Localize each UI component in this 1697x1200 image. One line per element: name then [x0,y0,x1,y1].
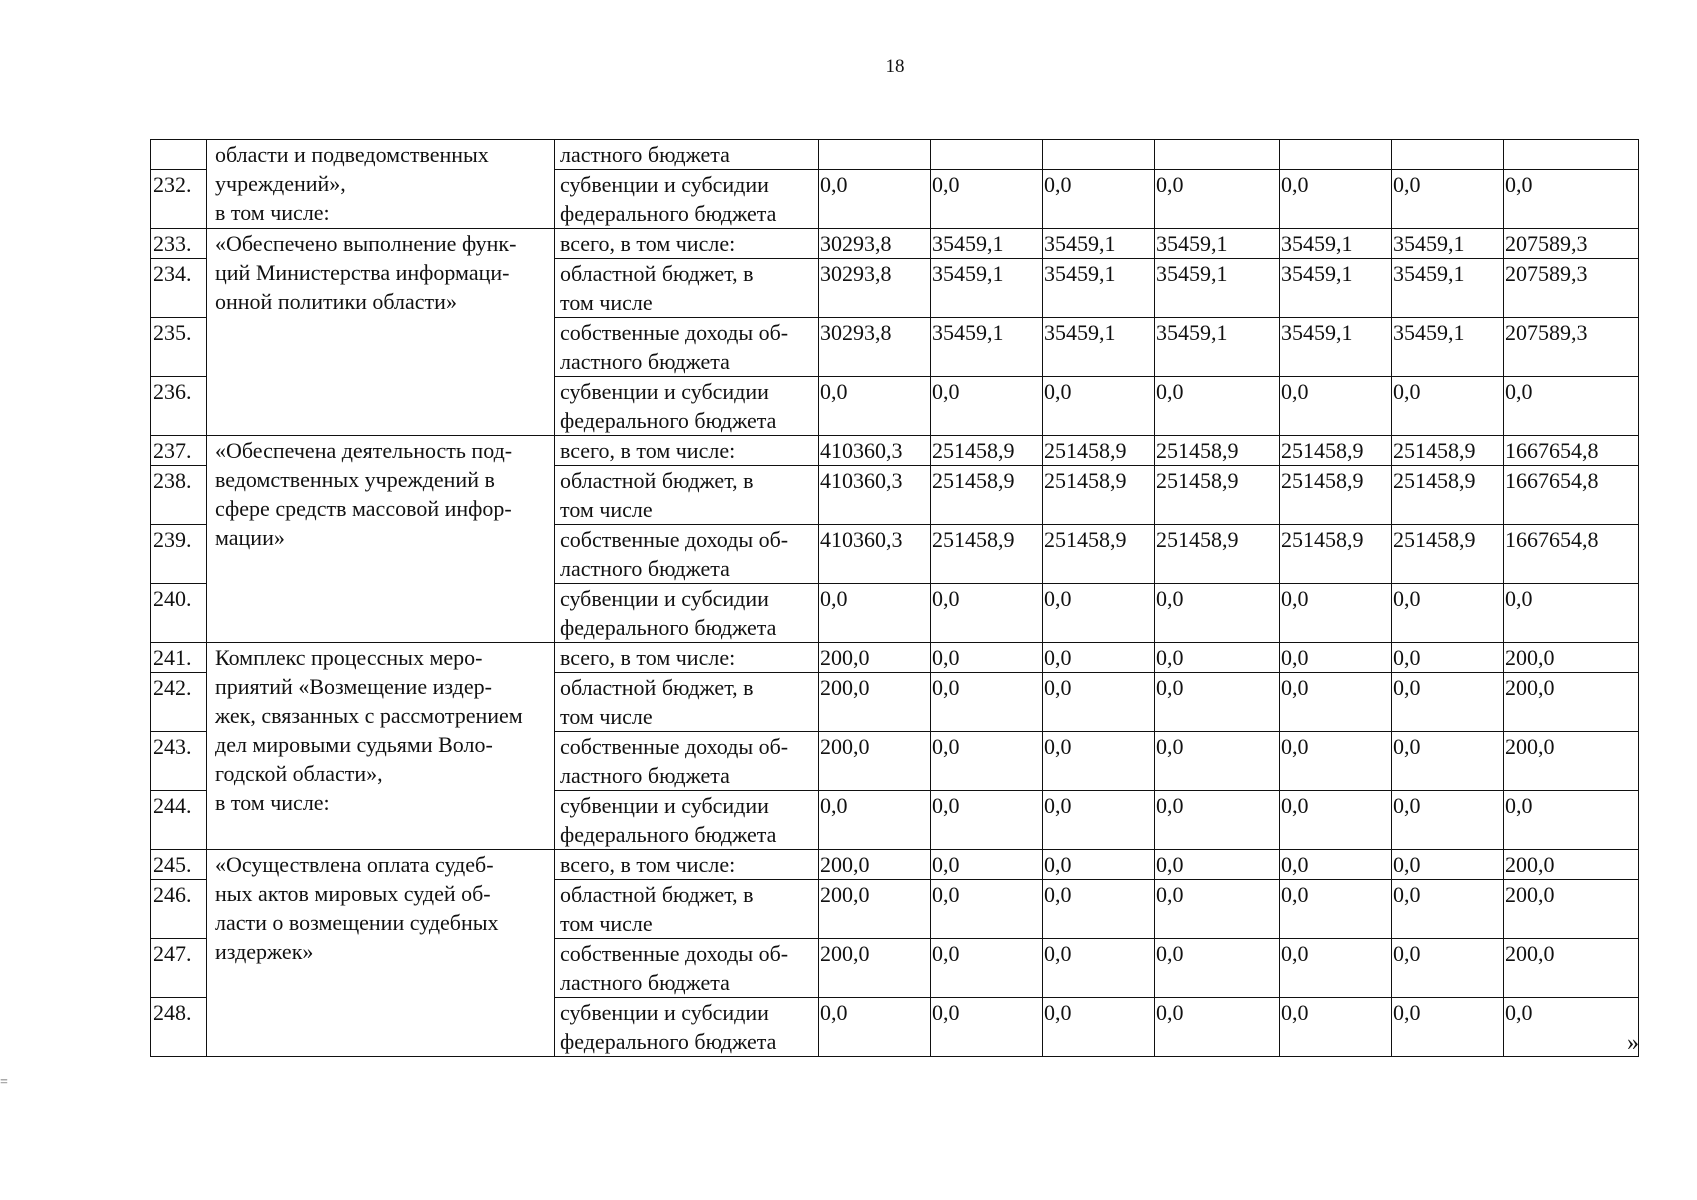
amount-cell: 0,0 [1504,998,1639,1057]
funding-source [555,436,819,466]
amount-cell [1155,140,1280,170]
margin-scan-mark: = [0,1075,8,1090]
amount-cell: 0,0 [819,998,931,1057]
funding-source-line: собственные доходы об- [560,527,789,552]
budget-table [150,139,1639,1057]
row-number: 237. [151,436,207,466]
amount-cell: 0,0 [819,584,931,643]
amount-cell: 0,0 [1504,377,1639,436]
amount-cell: 251458,9 [1392,525,1504,584]
amount-cell: 0,0 [1043,791,1155,850]
row-number: 233. [151,229,207,259]
amount-cell: 35459,1 [1392,259,1504,318]
amount-cell: 200,0 [819,673,931,732]
funding-source-line: федерального бюджета [560,1029,777,1054]
description-line: Комплекс процессных меро- [215,645,483,670]
amount-cell [931,140,1043,170]
amount-cell: 0,0 [1392,791,1504,850]
funding-source [555,525,819,584]
activity-description [207,229,555,436]
amount-cell: 0,0 [1155,643,1280,673]
amount-cell: 251458,9 [1280,466,1392,525]
amount-cell: 35459,1 [1280,259,1392,318]
amount-cell: 251458,9 [931,436,1043,466]
amount-cell: 0,0 [1392,673,1504,732]
page-number: 18 [885,56,905,77]
activity-description [207,850,555,1057]
amount-cell: 0,0 [1155,584,1280,643]
description-line: сфере средств массовой инфор- [215,496,512,521]
amount-cell: 1667654,8 [1504,436,1639,466]
amount-cell: 200,0 [819,880,931,939]
description-line: учреждений», [215,171,346,196]
description-line: «Обеспечена деятельность под- [215,438,513,463]
amount-cell: 410360,3 [819,436,931,466]
amount-cell: 410360,3 [819,466,931,525]
funding-source-line: областной бюджет, в [560,468,754,493]
table-row [151,140,1639,170]
amount-cell: 0,0 [1280,880,1392,939]
description-line: области и подведомственных [215,142,489,167]
amount-cell: 0,0 [1392,998,1504,1057]
description-line: приятий «Возмещение издер- [215,674,492,699]
amount-cell: 0,0 [931,850,1043,880]
funding-source-line: всего, в том числе: [560,852,736,877]
amount-cell: 0,0 [1155,998,1280,1057]
funding-source [555,466,819,525]
row-number: 247. [151,939,207,998]
amount-cell: 251458,9 [1280,436,1392,466]
funding-source-line: федерального бюджета [560,201,777,226]
funding-source [555,880,819,939]
funding-source-line: том числе [560,704,653,729]
amount-cell [819,140,931,170]
row-number: 240. [151,584,207,643]
amount-cell: 0,0 [1043,377,1155,436]
amount-cell: 35459,1 [1043,229,1155,259]
amount-cell: 0,0 [1155,880,1280,939]
table-row [151,229,1639,259]
description-line: дел мировыми судьями Воло- [215,732,493,757]
funding-source [555,850,819,880]
funding-source-line: областной бюджет, в [560,261,754,286]
amount-cell: 35459,1 [1392,229,1504,259]
amount-cell: 200,0 [819,850,931,880]
activity-description [207,140,555,229]
amount-cell: 0,0 [1392,939,1504,998]
amount-cell: 0,0 [931,939,1043,998]
amount-cell [1043,140,1155,170]
funding-source-line: ластного бюджета [560,142,730,167]
amount-cell: 251458,9 [931,466,1043,525]
amount-cell: 207589,3 [1504,229,1639,259]
amount-cell: 0,0 [1155,939,1280,998]
row-number: 234. [151,259,207,318]
funding-source [555,998,819,1057]
row-number: 241. [151,643,207,673]
amount-cell: 0,0 [1043,732,1155,791]
amount-cell [1504,140,1639,170]
amount-cell: 0,0 [1043,850,1155,880]
description-line: ведомственных учреждений в [215,467,495,492]
row-number: 248. [151,998,207,1057]
funding-source-line: субвенции и субсидии [560,586,769,611]
funding-source-line: собственные доходы об- [560,941,789,966]
row-number: 245. [151,850,207,880]
amount-cell: 251458,9 [1155,466,1280,525]
amount-cell: 251458,9 [1392,466,1504,525]
description-line: в том числе: [215,200,330,225]
amount-cell: 0,0 [1504,170,1639,229]
amount-cell: 0,0 [1280,643,1392,673]
funding-source-line: субвенции и субсидии [560,172,769,197]
amount-cell: 0,0 [1280,939,1392,998]
amount-cell: 35459,1 [931,229,1043,259]
activity-description [207,643,555,850]
amount-cell: 200,0 [819,643,931,673]
amount-cell: 0,0 [1392,170,1504,229]
amount-cell: 0,0 [819,791,931,850]
description-line: «Осуществлена оплата судеб- [215,852,494,877]
funding-source-line: ластного бюджета [560,763,730,788]
amount-cell: 0,0 [1392,377,1504,436]
amount-cell: 200,0 [819,732,931,791]
amount-cell: 1667654,8 [1504,525,1639,584]
description-line: мации» [215,525,285,550]
row-number [151,140,207,170]
amount-cell: 35459,1 [1043,318,1155,377]
row-number: 243. [151,732,207,791]
amount-cell: 200,0 [1504,939,1639,998]
amount-cell: 0,0 [931,377,1043,436]
amount-cell: 0,0 [931,170,1043,229]
amount-cell: 0,0 [1280,584,1392,643]
description-line: издержек» [215,939,314,964]
amount-cell: 0,0 [1043,998,1155,1057]
description-line: жек, связанных с рассмотрением [215,703,523,728]
amount-cell: 35459,1 [931,259,1043,318]
funding-source [555,377,819,436]
amount-cell: 35459,1 [1155,318,1280,377]
funding-source-line: областной бюджет, в [560,882,754,907]
amount-cell: 0,0 [1280,673,1392,732]
description-line: годской области», [215,761,383,786]
amount-cell: 0,0 [1392,732,1504,791]
row-number: 232. [151,170,207,229]
amount-cell: 0,0 [1043,643,1155,673]
funding-source-line: собственные доходы об- [560,320,789,345]
funding-source [555,229,819,259]
description-line: ласти о возмещении судебных [215,910,499,935]
amount-cell: 0,0 [1155,791,1280,850]
amount-cell: 0,0 [1504,584,1639,643]
amount-cell: 200,0 [1504,643,1639,673]
amount-cell: 207589,3 [1504,318,1639,377]
amount-cell: 251458,9 [1155,525,1280,584]
amount-cell: 30293,8 [819,318,931,377]
funding-source [555,732,819,791]
funding-source [555,584,819,643]
amount-cell: 0,0 [1043,673,1155,732]
description-line: «Обеспечено выполнение функ- [215,231,517,256]
funding-source [555,140,819,170]
funding-source [555,673,819,732]
amount-cell: 0,0 [1155,170,1280,229]
funding-source [555,318,819,377]
amount-cell: 0,0 [1155,377,1280,436]
funding-source-line: том числе [560,290,653,315]
funding-source-line: ластного бюджета [560,970,730,995]
amount-cell: 0,0 [1155,850,1280,880]
amount-cell: 35459,1 [1280,318,1392,377]
amount-cell: 251458,9 [1043,436,1155,466]
funding-source-line: всего, в том числе: [560,645,736,670]
row-number: 236. [151,377,207,436]
amount-cell: 0,0 [1280,732,1392,791]
amount-cell: 0,0 [1043,939,1155,998]
amount-cell: 251458,9 [1392,436,1504,466]
row-number: 239. [151,525,207,584]
funding-source-line: федерального бюджета [560,615,777,640]
amount-cell: 0,0 [1043,880,1155,939]
amount-cell: 251458,9 [1280,525,1392,584]
table-row [151,643,1639,673]
funding-source [555,791,819,850]
row-number: 246. [151,880,207,939]
row-number: 235. [151,318,207,377]
description-line: ных актов мировых судей об- [215,881,491,906]
amount-cell: 0,0 [1280,170,1392,229]
closing-quote-mark: » [1627,1030,1639,1056]
amount-cell: 0,0 [819,377,931,436]
description-line: онной политики области» [215,289,457,314]
amount-cell: 0,0 [1392,880,1504,939]
amount-cell: 410360,3 [819,525,931,584]
funding-source-line: всего, в том числе: [560,231,736,256]
amount-cell: 0,0 [931,880,1043,939]
funding-source-line: федерального бюджета [560,408,777,433]
amount-cell: 251458,9 [1155,436,1280,466]
amount-cell: 0,0 [1280,998,1392,1057]
amount-cell: 1667654,8 [1504,466,1639,525]
amount-cell [1392,140,1504,170]
amount-cell: 207589,3 [1504,259,1639,318]
funding-source-line: федерального бюджета [560,822,777,847]
row-number: 242. [151,673,207,732]
funding-source-line: ластного бюджета [560,556,730,581]
amount-cell: 35459,1 [1155,229,1280,259]
amount-cell: 0,0 [1043,584,1155,643]
amount-cell: 35459,1 [1280,229,1392,259]
funding-source [555,259,819,318]
amount-cell: 0,0 [1392,584,1504,643]
funding-source-line: субвенции и субсидии [560,1000,769,1025]
amount-cell: 0,0 [1280,377,1392,436]
amount-cell: 0,0 [931,643,1043,673]
amount-cell: 200,0 [1504,880,1639,939]
amount-cell: 0,0 [1280,791,1392,850]
amount-cell: 251458,9 [931,525,1043,584]
funding-source-line: ластного бюджета [560,349,730,374]
funding-source-line: том числе [560,497,653,522]
description-line: ций Министерства информаци- [215,260,510,285]
description-line: в том числе: [215,790,330,815]
amount-cell: 200,0 [819,939,931,998]
row-number: 244. [151,791,207,850]
amount-cell: 35459,1 [1155,259,1280,318]
table-row [151,850,1639,880]
funding-source [555,170,819,229]
amount-cell: 0,0 [931,673,1043,732]
funding-source [555,939,819,998]
amount-cell: 30293,8 [819,229,931,259]
activity-description [207,436,555,643]
amount-cell: 0,0 [931,732,1043,791]
amount-cell: 0,0 [1504,791,1639,850]
amount-cell: 251458,9 [1043,525,1155,584]
amount-cell: 35459,1 [931,318,1043,377]
amount-cell: 0,0 [931,998,1043,1057]
amount-cell: 30293,8 [819,259,931,318]
funding-source [555,643,819,673]
amount-cell: 0,0 [1155,673,1280,732]
amount-cell: 0,0 [1280,850,1392,880]
amount-cell: 35459,1 [1392,318,1504,377]
funding-source-line: субвенции и субсидии [560,379,769,404]
funding-source-line: том числе [560,911,653,936]
amount-cell: 0,0 [1155,732,1280,791]
amount-cell: 0,0 [931,791,1043,850]
amount-cell: 200,0 [1504,673,1639,732]
amount-cell: 0,0 [1392,643,1504,673]
table-row [151,436,1639,466]
amount-cell: 251458,9 [1043,466,1155,525]
amount-cell: 0,0 [931,584,1043,643]
funding-source-line: собственные доходы об- [560,734,789,759]
funding-source-line: субвенции и субсидии [560,793,769,818]
funding-source-line: областной бюджет, в [560,675,754,700]
amount-cell: 35459,1 [1043,259,1155,318]
funding-source-line: всего, в том числе: [560,438,736,463]
amount-cell: 200,0 [1504,850,1639,880]
amount-cell: 200,0 [1504,732,1639,791]
amount-cell: 0,0 [1043,170,1155,229]
amount-cell: 0,0 [1392,850,1504,880]
amount-cell [1280,140,1392,170]
row-number: 238. [151,466,207,525]
amount-cell: 0,0 [819,170,931,229]
